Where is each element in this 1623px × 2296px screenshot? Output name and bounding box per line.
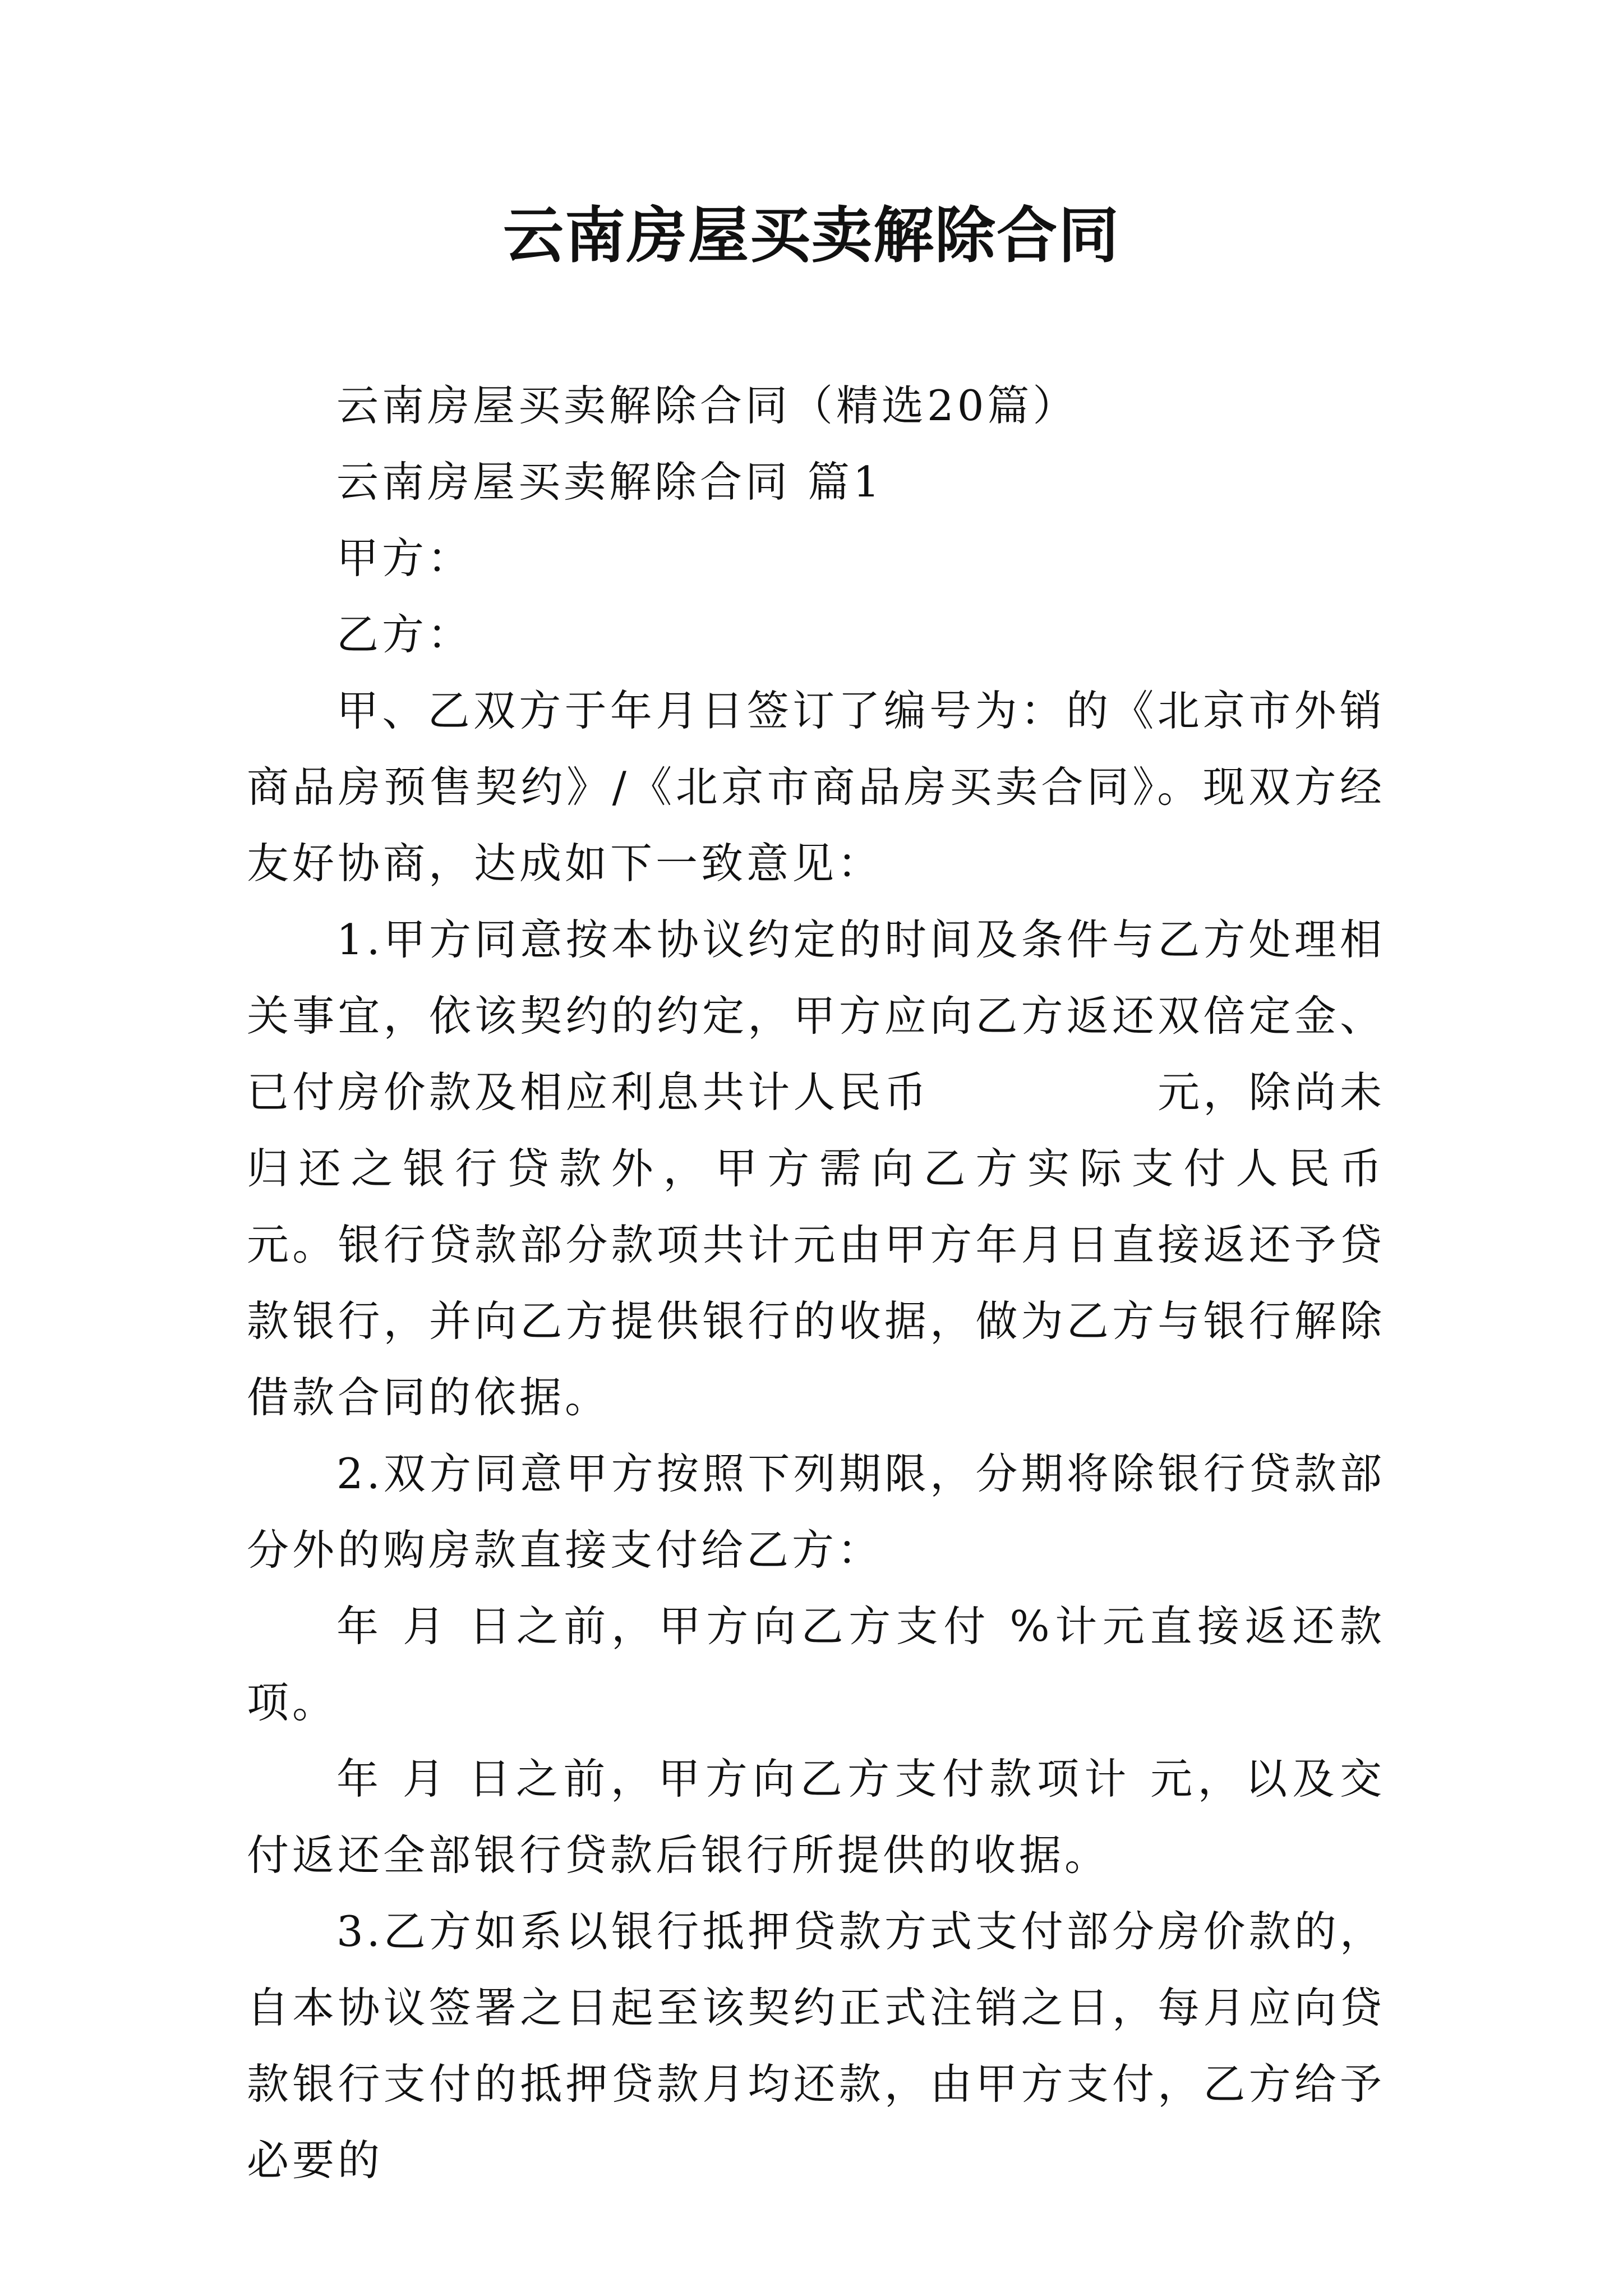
payment-schedule-line-2: 年 月 日之前，甲方向乙方支付款项计 元，以及交付返还全部银行贷款后银行所提供的收据。 (247, 1754, 1385, 1880)
subtitle-paragraph: 云南房屋买卖解除合同（精选20篇） (336, 381, 1078, 430)
section-heading: 云南房屋买卖解除合同 篇1 (336, 457, 883, 507)
document-title: 云南房屋买卖解除合同 (502, 200, 1120, 271)
party-a-line: 甲方： (336, 533, 473, 583)
intro-paragraph: 甲、乙双方于年月日签订了编号为：的《北京市外销商品房预售契约》/《北京市商品房买卖合同》。现双方经友好协商，达成如下一致意见： (247, 686, 1385, 888)
payment-schedule-line-1: 年 月 日之前，甲方向乙方支付 %计元直接返还款项。 (247, 1602, 1385, 1727)
clause-3-paragraph: 3.乙方如系以银行抵押贷款方式支付部分房价款的，自本协议签署之日起至该契约正式注销之日，每月应向贷款银行支付的抵押贷款月均还款，由甲方支付，乙方给予必要的 (247, 1907, 1385, 2185)
party-b-line: 乙方： (336, 610, 473, 659)
clause-2-paragraph: 2.双方同意甲方按照下列期限，分期将除银行贷款部分外的购房款直接支付给乙方： (247, 1449, 1385, 1575)
document-body (247, 367, 1613, 2198)
clause-1-paragraph: 1.甲方同意按本协议约定的时间及条件与乙方处理相关事宜，依该契约的约定，甲方应向乙方返还双倍定金、已付房价款及相应利息共计人民币 元，除尚未归还之银行贷款外，甲方需向乙方实际支付人民币 元。银行贷款部分款项共计元由甲方年月日直接返还予贷款银行，并向乙方提供银行的收据，做为乙方与银行解除借款合同的依据。 (247, 915, 1613, 1422)
